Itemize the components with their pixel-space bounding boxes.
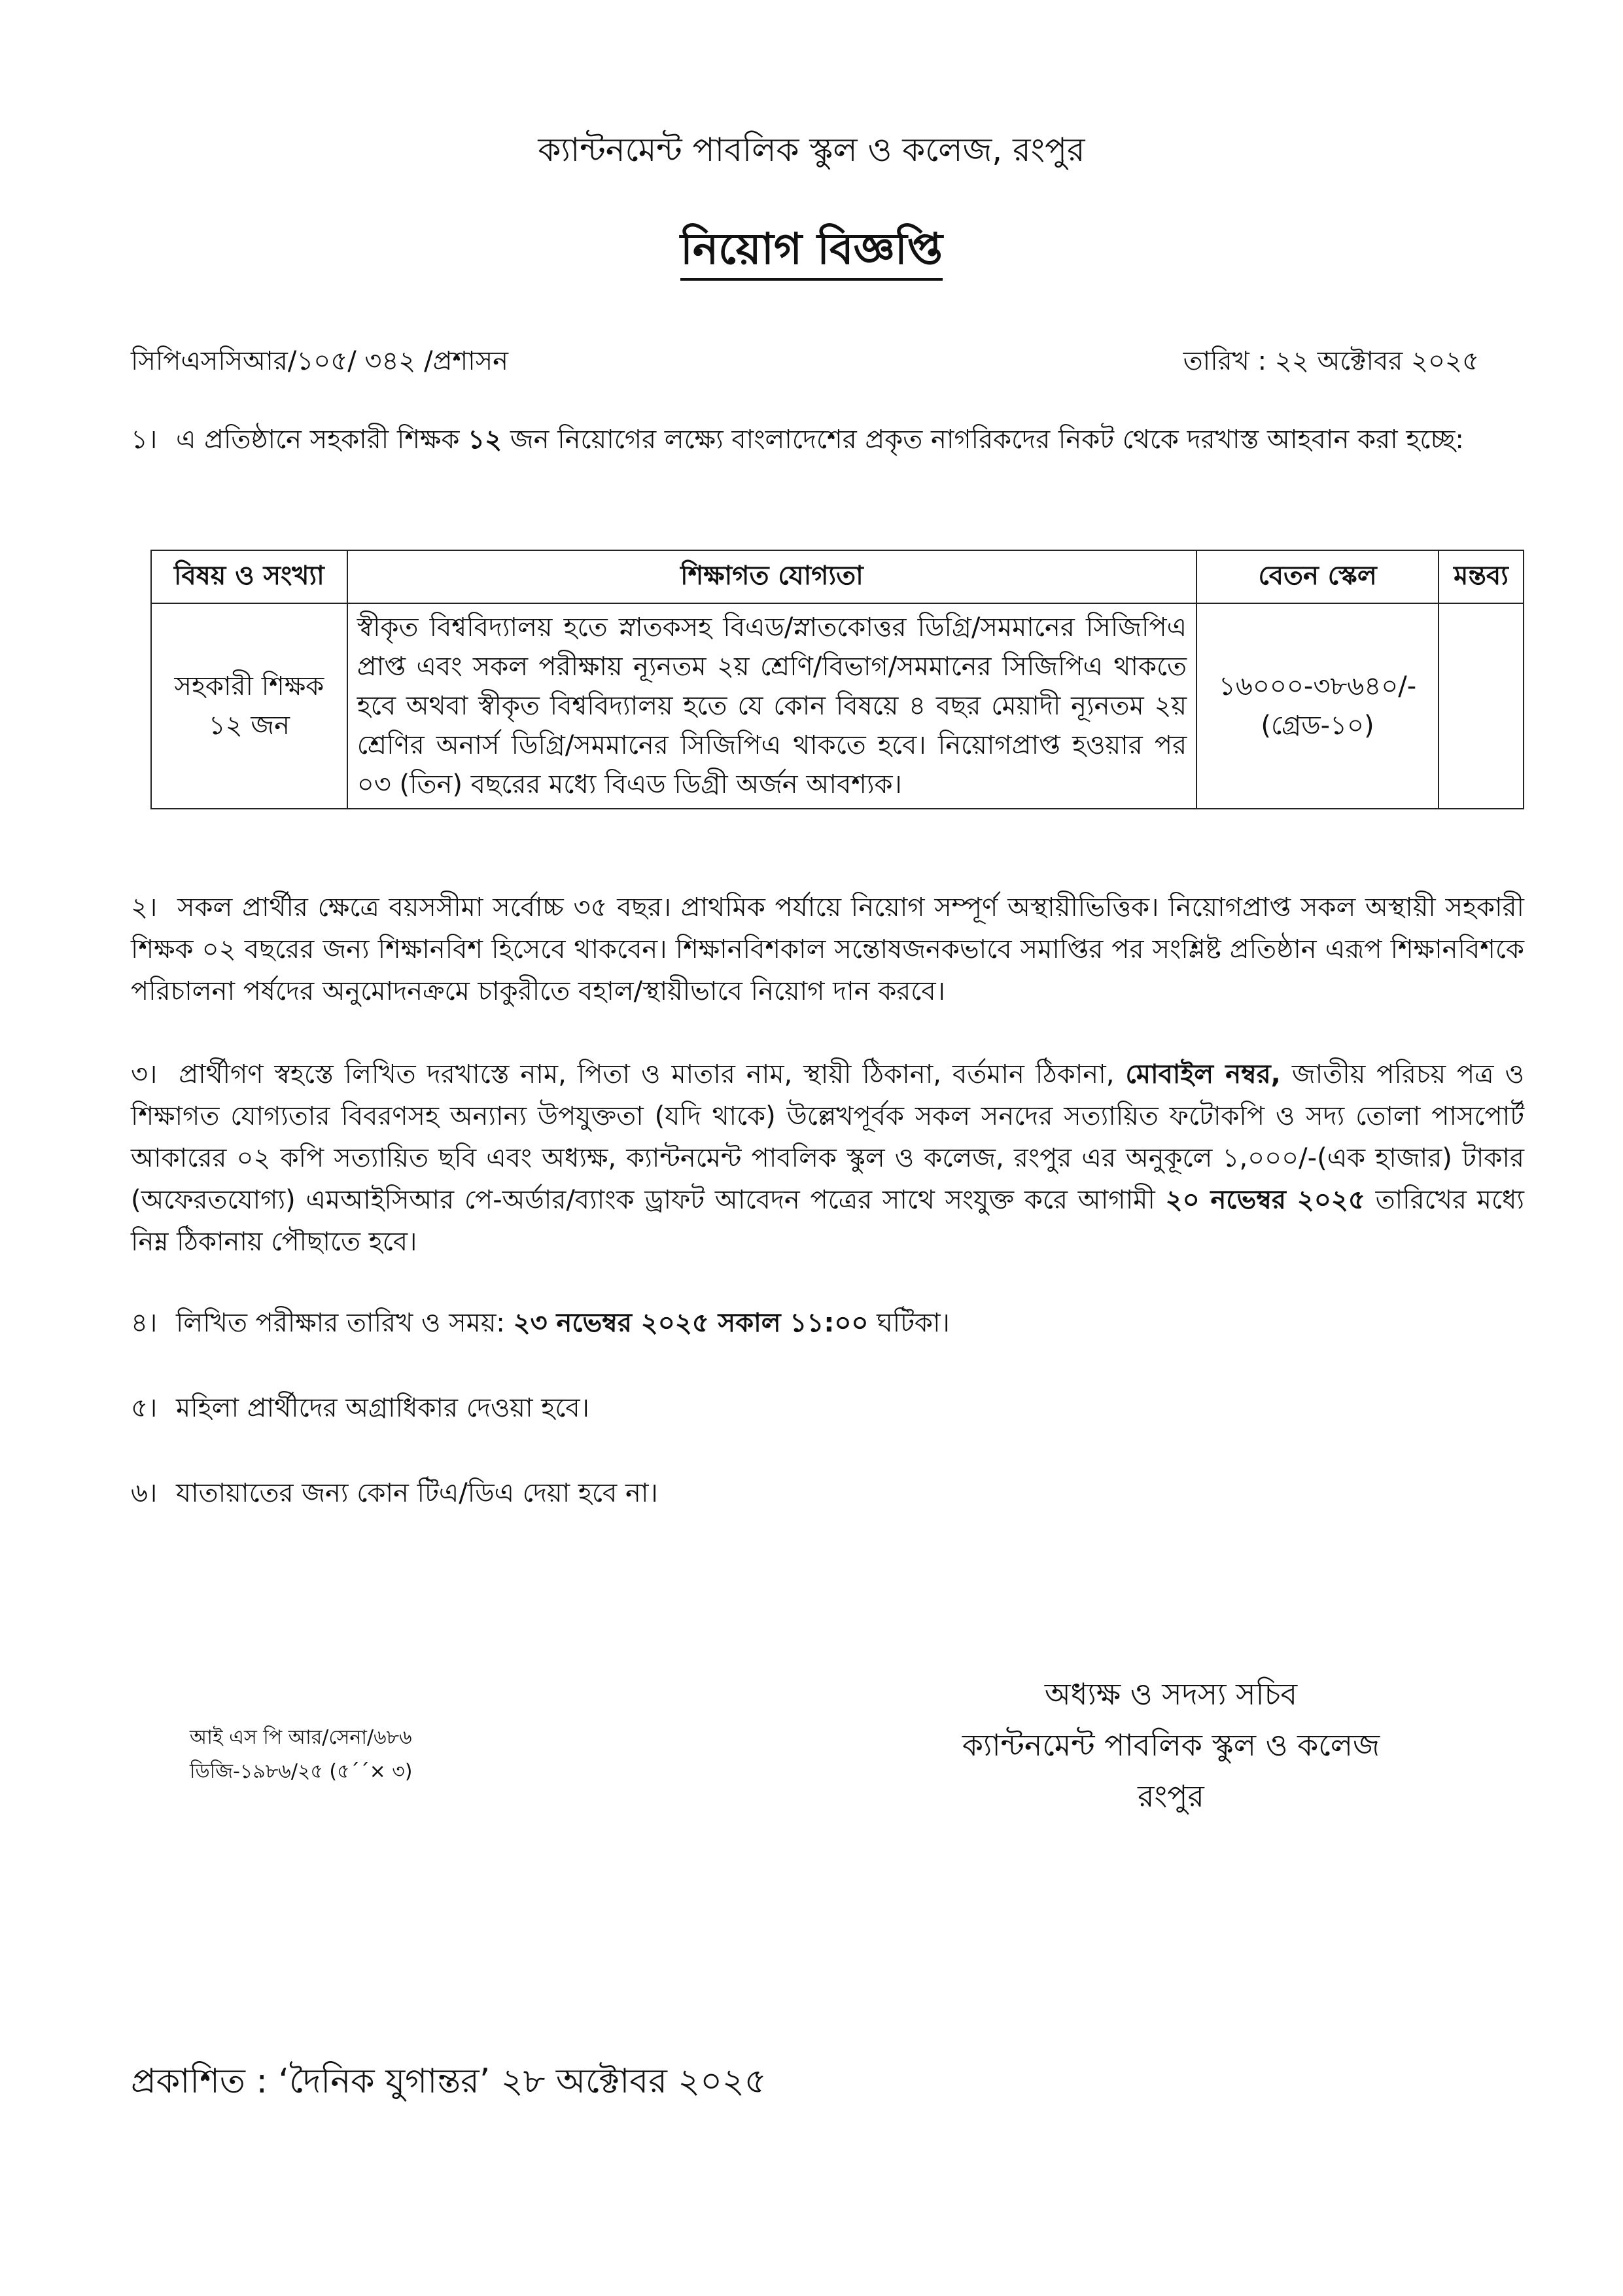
paragraph-text: জাতীয় পরিচয় পত্র ও শিক্ষাগত যোগ্যতার বিবরণসহ অন্যান্য উপযুক্ততা (যদি থাকে) উল্লেখপূর্বক সকল সনদের সত্যায়িত ফটোকপি ও সদ্য তোলা পাসপোর্ট আকারের ০২ কপি সত্যায়িত ছবি এবং অধ্যক্ষ, ক্যান্টনমেন্ট পাবলিক স্কুল ও কলেজ, রংপুর এর অনুকূলে ১,০০০/-(এক হাজার) টাকার (অফেরতযোগ্য) এমআইসিআর পে-অর্ডার/ব্যাংক ড্রাফট আবেদন পত্রের সাথে সংযুক্ত করে আগামী [131, 1059, 1524, 1215]
header-pay-scale: বেতন স্কেল [1196, 550, 1439, 603]
signatory-institution: ক্যান্টনমেন্ট পাবলিক স্কুল ও কলেজ [962, 1727, 1380, 1763]
paragraph-6 [131, 1472, 1524, 1514]
date-value: ২২ অক্টোবর ২০২৫ [1274, 346, 1479, 376]
paragraph-number: ৬। [131, 1478, 158, 1508]
pay-scale-cell [1196, 603, 1439, 809]
table-row [151, 603, 1524, 809]
paragraph-text: প্রার্থীগণ স্বহস্তে লিখিত দরখাস্তে নাম, পিতা ও মাতার নাম, স্থায়ী ঠিকানা, বর্তমান ঠিকানা, [179, 1059, 1115, 1089]
paragraph-2 [131, 887, 1524, 1012]
publication-newspaper: ‘দৈনিক যুগান্তর’ [278, 2062, 491, 2101]
paragraph-5 [131, 1387, 1524, 1429]
signatory-location: রংপুর [1138, 1778, 1204, 1814]
paragraph-4 [131, 1302, 1524, 1344]
vacancy-count: ১২ [468, 425, 502, 455]
paragraph-text: লিখিত পরীক্ষার তারিখ ও সময়: [175, 1308, 505, 1338]
post-cell [151, 603, 347, 809]
notice-title-text: নিয়োগ বিজ্ঞপ্তি [680, 224, 943, 281]
paragraph-text: মহিলা প্রার্থীদের অগ্রাধিকার দেওয়া হবে। [175, 1393, 589, 1423]
publication-label: প্রকাশিত : [131, 2062, 268, 2101]
qualification-cell: স্বীকৃত বিশ্ববিদ্যালয় হতে স্নাতকসহ বিএড/স্নাতকোত্তর ডিগ্রি/সমমানের সিজিপিএ প্রাপ্ত এবং সকল পরীক্ষায় ন্যূনতম ২য় শ্রেণি/বিভাগ/সমমানের সিজিপিএ থাকতে হবে অথবা স্বীকৃত বিশ্ববিদ্যালয় হতে যে কোন বিষয়ে ৪ বছর মেয়াদী ন্যূনতম ২য় শ্রেণির অনার্স ডিগ্রি/সমমানের সিজিপিএ থাকতে হবে। নিয়োগপ্রাপ্ত হওয়ার পর ০৩ (তিন) বছরের মধ্যে বিএড ডিগ্রী অর্জন আবশ্যক। [347, 603, 1196, 809]
table-header-row [151, 550, 1524, 603]
mobile-number-emphasis: মোবাইল নম্বর, [1125, 1059, 1281, 1089]
print-reference [190, 1721, 413, 1789]
reference-number: সিপিএসসিআর/১০৫/ ৩৪২ /প্রশাসন [131, 346, 509, 376]
publication-line [131, 2055, 767, 2111]
paragraph-text: যাতায়াতের জন্য কোন টিএ/ডিএ দেয়া হবে না। [176, 1478, 658, 1508]
date-label: তারিখ : [1183, 346, 1267, 376]
paragraph-number: ৪। [131, 1308, 158, 1338]
post-name: সহকারী শিক্ষক [174, 671, 324, 701]
paragraph-1 [131, 419, 1524, 461]
paragraph-text: জন নিয়োগের লক্ষ্যে বাংলাদেশের প্রকৃত নাগরিকদের নিকট থেকে দরখাস্ত আহবান করা হচ্ছে: [510, 425, 1464, 455]
vacancy-table [150, 550, 1524, 809]
institution-name: ক্যান্টনমেন্ট পাবলিক স্কুল ও কলেজ, রংপুর [538, 131, 1085, 169]
paragraph-number: ৫। [131, 1393, 158, 1423]
paragraph-number: ৩। [131, 1059, 158, 1089]
paragraph-number: ২। [131, 892, 158, 923]
notice-title [0, 216, 1623, 288]
post-count: ১২ জন [208, 711, 290, 741]
paragraph-text: তারিখের মধ্যে নিম্ন ঠিকানায় পৌছাতে হবে। [131, 1185, 1525, 1257]
signatory-title: অধ্যক্ষ ও সদস্য সচিব [1044, 1676, 1298, 1712]
deadline-date: ২০ নভেম্বর ২০২৫ [1165, 1185, 1365, 1215]
paragraph-number: ১। [131, 425, 158, 455]
signature-block [903, 1669, 1439, 1822]
remarks-cell [1439, 603, 1524, 809]
print-reference-line: আই এস পি আর/সেনা/৬৮৬ [190, 1726, 412, 1749]
header-remarks: মন্তব্য [1439, 550, 1524, 603]
pay-scale-value: ১৬০০০-৩৮৬৪০/- [1218, 671, 1417, 701]
paragraph-text: ঘটিকা। [877, 1308, 950, 1338]
header-qualification: শিক্ষাগত যোগ্যতা [347, 550, 1196, 603]
header-subject-count: বিষয় ও সংখ্যা [151, 550, 347, 603]
notice-date [1183, 340, 1479, 384]
print-reference-line: ডিজি-১৯৮৬/২৫ (৫´´× ৩) [190, 1760, 413, 1783]
paragraph-text: এ প্রতিষ্ঠানে সহকারী শিক্ষক [175, 425, 460, 455]
pay-grade: (গ্রেড-১০) [1261, 711, 1374, 741]
paragraph-text: সকল প্রার্থীর ক্ষেত্রে বয়সসীমা সর্বোচ্চ ৩৫ বছর। প্রাথমিক পর্যায়ে নিয়োগ সম্পূর্ণ অস্থায়ীভিত্তিক। নিয়োগপ্রাপ্ত সকল অস্থায়ী সহকারী শিক্ষক ০২ বছরের জন্য শিক্ষানবিশ হিসেবে থাকবেন। শিক্ষানবিশকাল সন্তোষজনকভাবে সমাপ্তির পর সংশ্লিষ্ট প্রতিষ্ঠান এরূপ শিক্ষানবিশকে পরিচালনা পর্ষদের অনুমোদনক্রমে চাকুরীতে বহাল/স্থায়ীভাবে নিয়োগ দান করবে। [131, 892, 1524, 1006]
publication-date: ২৮ অক্টোবর ২০২৫ [500, 2062, 767, 2101]
paragraph-3 [131, 1053, 1524, 1263]
exam-datetime: ২৩ নভেম্বর ২০২৫ সকাল ১১:০০ [513, 1308, 869, 1338]
